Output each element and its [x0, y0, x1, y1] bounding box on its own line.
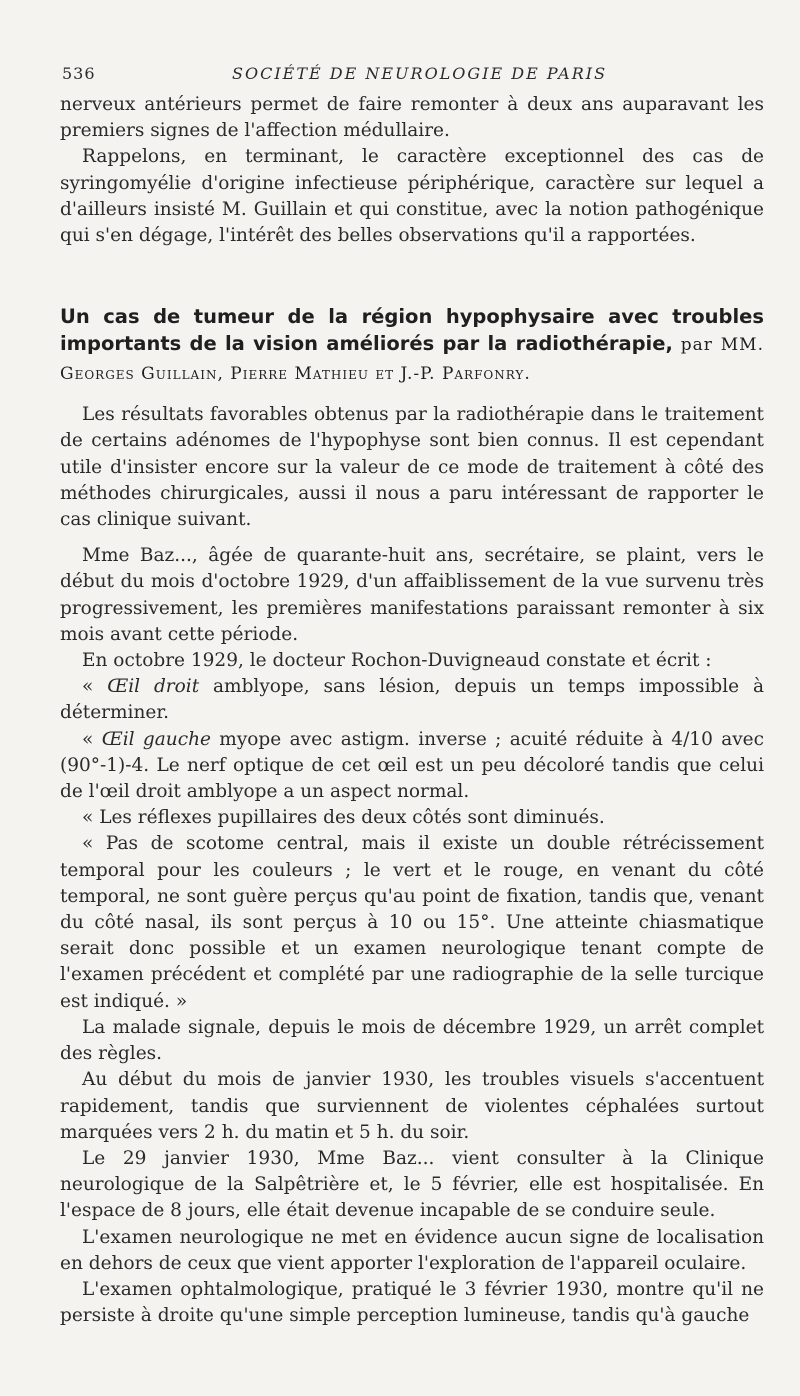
eye-left-text: myope avec astigm. inverse ; acuité réduite à 4/10 avec (90°-1)-4. Le nerf optique de cet œil est un peu décoloré tandis que celui de l'œil droit amblyope a un aspect normal. — [60, 728, 764, 803]
article-heading — [60, 303, 764, 388]
body-paragraph-7: « Pas de scotome central, mais il existe un double rétrécissement temporal pour les couleurs ; le vert et le rouge, en venant du côté temporal, ne sont guère perçus qu'au point de fixation, tandis que, venant du côté nasal, ils sont perçus à 10 ou 15°. Une atteinte chiasmatique serait donc possible et un examen neurologique tenant compte de l'examen précédent et complété par une radiographie de la selle turcique est indiqué. » — [60, 833, 764, 1012]
eye-right-text: amblyope, sans lésion, depuis un temps impossible à déterminer. — [60, 676, 764, 724]
quote-open: « — [82, 676, 108, 698]
body-paragraph-2: Mme Baz..., âgée de quarante-huit ans, secrétaire, se plaint, vers le début du mois d'octobre 1929, d'un affaiblissement de la vue survenu très progressivement, les premières manifestations paraissant remonter à six mois avant cette période. — [60, 545, 764, 645]
article-authors: Georges Guillain, Pierre Mathieu et J.-P. Parfonry. — [60, 364, 531, 385]
body-paragraph-9: Au début du mois de janvier 1930, les troubles visuels s'accentuent rapidement, tandis que surviennent de violentes céphalées surtout marquées vers 2 h. du matin et 5 h. du soir. — [60, 1069, 764, 1143]
article-by: par MM. — [672, 335, 764, 356]
body-paragraph-4 — [60, 674, 764, 726]
article-title: Un cas de tumeur de la région hypophysaire avec troubles importants de la vision améliorés par la radiothérapie, — [60, 305, 764, 356]
page-number: 536 — [62, 64, 96, 83]
paragraph-continued: nerveux antérieurs permet de faire remonter à deux ans auparavant les premiers signes de l'affection médullaire. — [60, 94, 764, 142]
body-paragraph-12: L'examen ophtalmologique, pratiqué le 3 février 1930, montre qu'il ne persiste à droite qu'une simple perception lumineuse, tandis qu'à gauche — [60, 1278, 764, 1327]
body-paragraph-3: En octobre 1929, le docteur Rochon-Duvigneaud constate et écrit : — [82, 650, 712, 672]
page-header — [60, 64, 764, 92]
eye-left-label: Œil gauche — [101, 728, 211, 750]
body-paragraph-10: Le 29 janvier 1930, Mme Baz... vient consulter à la Clinique neurologique de la Salpêtrière et, le 5 février, elle est hospitalisée. En l'espace de 8 jours, elle était devenue incapable de se conduire seule. — [60, 1147, 764, 1222]
body-paragraph-8: La malade signale, depuis le mois de décembre 1929, un arrêt complet des règles. — [60, 1016, 764, 1065]
paragraph-conclusion: Rappelons, en terminant, le caractère exceptionnel des cas de syringomyélie d'origine infectieuse périphérique, caractère sur lequel a d'ailleurs insisté M. Guillain et qui constitue, avec la notion pathogénique qui s'en dégage, l'intérêt des belles observations qu'il a rapportées. — [60, 146, 764, 247]
body-paragraph-6: « Les réflexes pupillaires des deux côtés sont diminués. — [82, 807, 605, 829]
running-title: SOCIÉTÉ DE NEUROLOGIE DE PARIS — [232, 64, 608, 83]
body-paragraph-11: L'examen neurologique ne met en évidence aucun signe de localisation en dehors de ceux que vient apporter l'exploration de l'appareil oculaire. — [60, 1226, 764, 1274]
body-paragraph-1: Les résultats favorables obtenus par la radiothérapie dans le traitement de certains adénomes de l'hypophyse sont bien connus. Il est cependant utile d'insister encore sur la valeur de ce mode de traitement à côté des méthodes chirurgicales, aussi il nous a paru intéressant de rapporter le cas clinique suivant. — [60, 404, 764, 531]
eye-right-label: Œil droit — [107, 676, 200, 698]
body-paragraph-5 — [60, 727, 764, 806]
quote-open: « — [82, 728, 102, 750]
